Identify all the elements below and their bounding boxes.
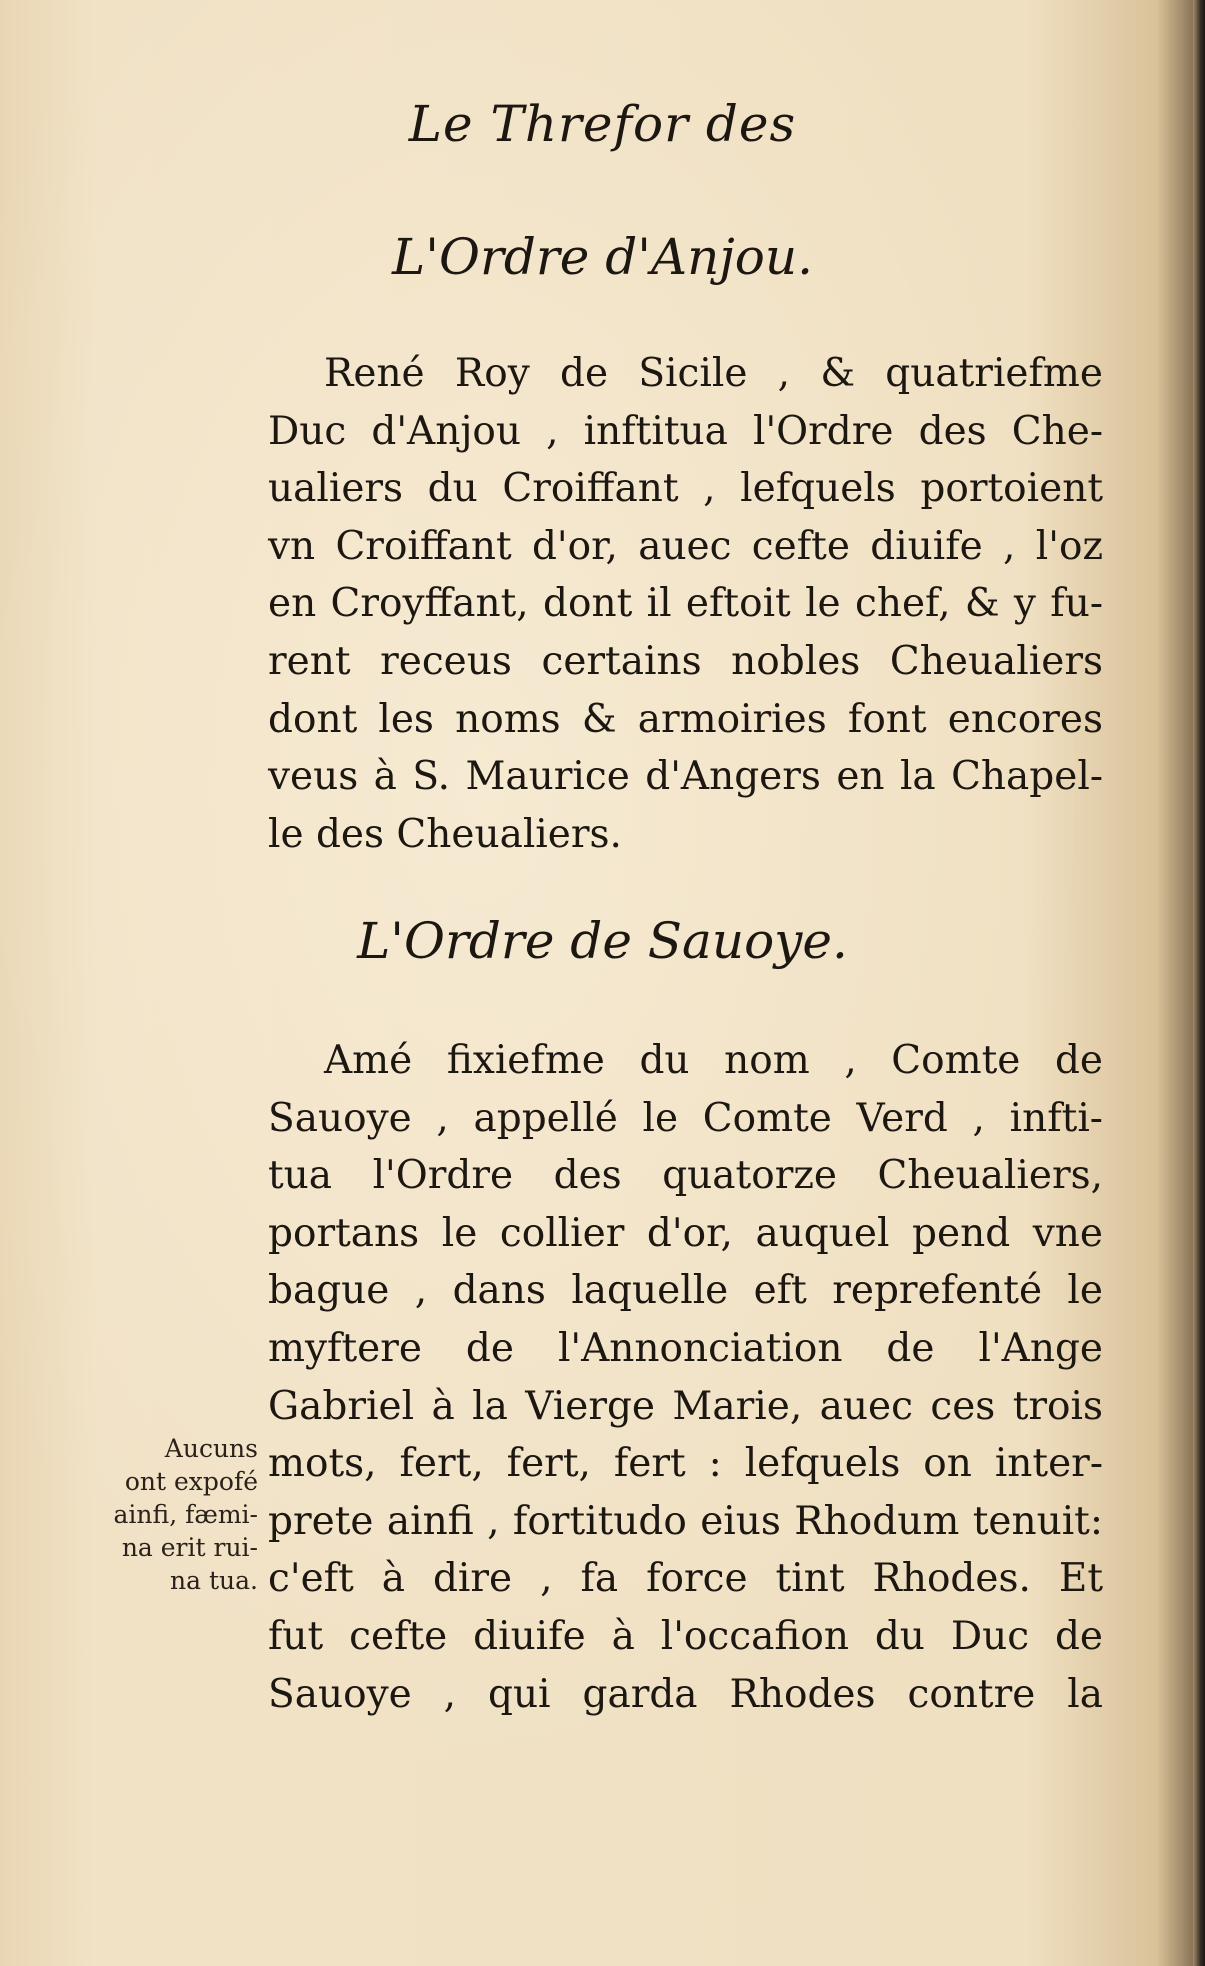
section-body-savoie xyxy=(268,1032,1103,1723)
section-title-anjou: L'Ordre d'Anjou. xyxy=(392,228,813,286)
margin-note-line: na erit rui- xyxy=(121,1533,258,1562)
text-line: veus à S. Maurice d'Angers en la Chapel- xyxy=(268,754,1103,800)
text-line: mots, fert, fert, fert : lefquels on inter- xyxy=(268,1441,1103,1487)
text-line: fut cefte diuife à l'occafion du Duc de xyxy=(268,1613,1103,1659)
text-line: rent receus certains nobles Cheualiers xyxy=(268,638,1103,684)
text-line: bague , dans laquelle eft reprefenté le xyxy=(268,1268,1103,1314)
text-line: prete ainfi , fortitudo eius Rhodum tenuit: xyxy=(268,1498,1103,1544)
text-line: portans le collier d'or, auquel pend vne xyxy=(268,1210,1103,1256)
text-line: Sauoye , qui garda Rhodes contre la xyxy=(268,1671,1103,1717)
text-line: Amé fixiefme du nom , Comte de xyxy=(324,1038,1103,1083)
text-line: en Croyffant, dont il eftoit le chef, & y fu- xyxy=(268,581,1103,627)
text-line: tua l'Ordre des quatorze Cheualiers, xyxy=(268,1153,1103,1199)
section-body-anjou xyxy=(268,345,1103,863)
margin-note-line: Aucuns xyxy=(164,1434,258,1463)
margin-note-line: ont expofé xyxy=(124,1467,258,1496)
margin-note-line: ainfi, fæmi- xyxy=(113,1500,258,1529)
page-edge xyxy=(1193,0,1205,1966)
margin-note-line: na tua. xyxy=(170,1566,258,1595)
text-line: dont les noms & armoiries font encores xyxy=(268,696,1103,742)
running-head: Le Threfor des xyxy=(408,95,797,153)
text-line: René Roy de Sicile , & quatriefme xyxy=(324,351,1103,396)
text-line: myftere de l'Annonciation de l'Ange xyxy=(268,1325,1103,1371)
margin-note xyxy=(58,1432,258,1597)
text-line: c'eft à dire , fa force tint Rhodes. Et xyxy=(268,1556,1103,1602)
text-line: ualiers du Croiffant , lefquels portoient xyxy=(268,466,1103,512)
section-title-savoie: L'Ordre de Sauoye. xyxy=(357,912,848,970)
text-line: vn Croiffant d'or, auec cefte diuife , l'oz xyxy=(268,523,1103,569)
text-line: le des Cheualiers. xyxy=(268,811,622,857)
text-line: Sauoye , appellé le Comte Verd , infti- xyxy=(268,1095,1103,1141)
text-line: Gabriel à la Vierge Marie, auec ces trois xyxy=(268,1383,1103,1429)
text-line: Duc d'Anjou , inftitua l'Ordre des Che- xyxy=(268,408,1103,454)
